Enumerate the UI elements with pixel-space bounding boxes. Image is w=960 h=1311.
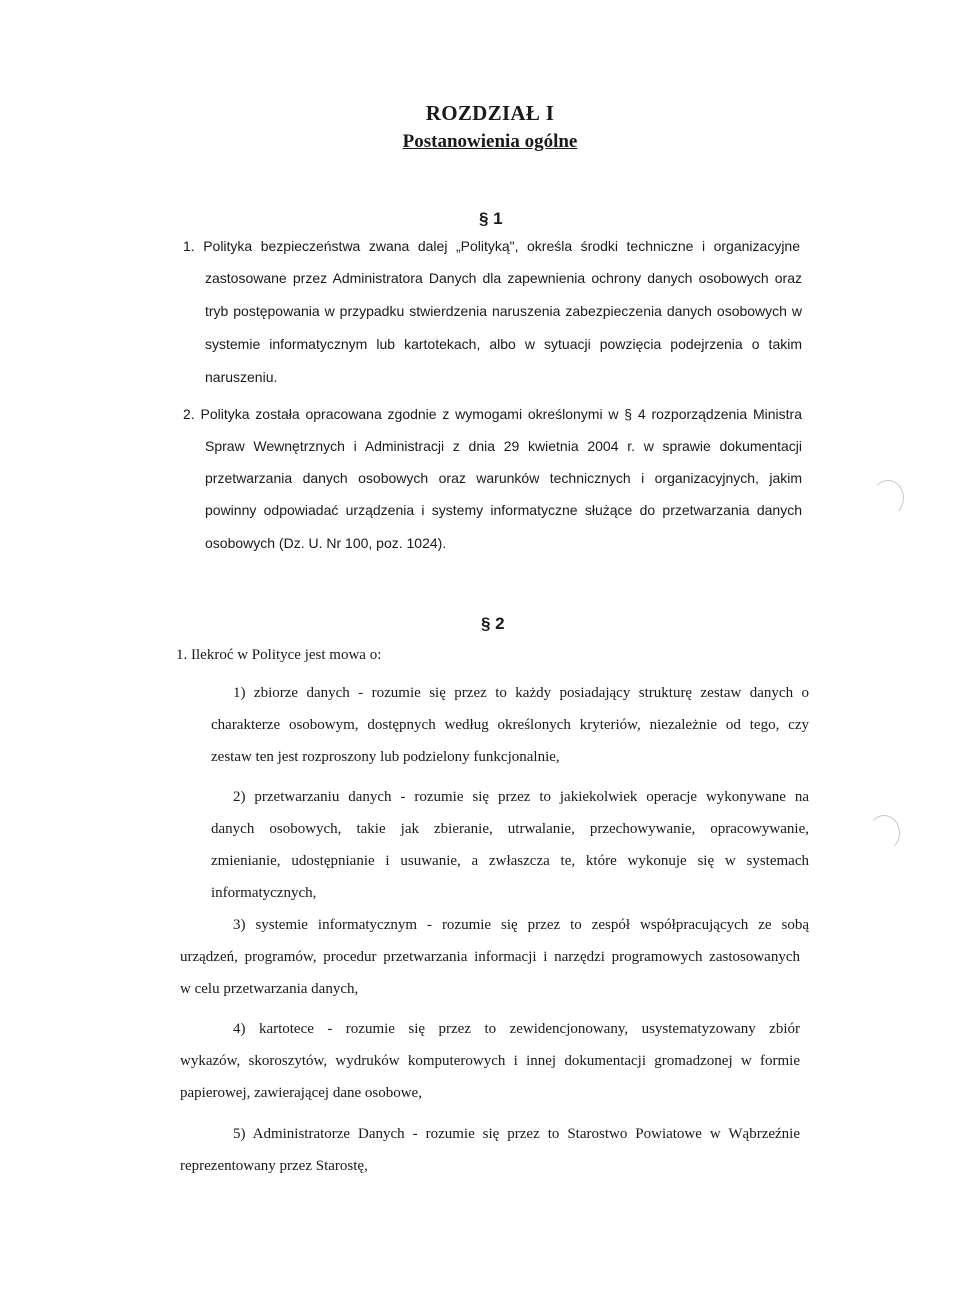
section-1-heading: § 1	[479, 209, 503, 228]
punch-hole-mark	[868, 815, 900, 851]
paragraph-1-line: naruszeniu.	[205, 369, 278, 385]
paragraph-2-line: 2. Polityka została opracowana zgodnie z wymogami określonymi w § 4 rozporządzenia Ministra	[183, 406, 802, 422]
definition-line: charakterze osobowym, dostępnych według określonych kryteriów, niezależnie od tego, czy	[211, 717, 809, 733]
paragraph-1-line: zastosowane przez Administratora Danych dla zapewnienia ochrony danych osobowych oraz	[205, 270, 802, 286]
definition-line: 5) Administratorze Danych - rozumie się przez to Starostwo Powiatowe w Wąbrzeźnie	[233, 1126, 800, 1142]
paragraph-1-line: systemie informatycznym lub kartotekach, albo w sytuacji powzięcia podejrzenia o takim	[205, 336, 802, 352]
punch-hole-mark	[872, 480, 904, 516]
paragraph-1-line: 1. Polityka bezpieczeństwa zwana dalej „Polityką", określa środki techniczne i organizacyjne	[183, 238, 800, 254]
definition-line: informatycznych,	[211, 885, 317, 901]
definition-line: 4) kartotece - rozumie się przez to zewidencjonowany, usystematyzowany zbiór	[233, 1021, 800, 1037]
chapter-subtitle: Postanowienia ogólne	[402, 131, 578, 152]
definition-line: 1) zbiorze danych - rozumie się przez to każdy posiadający strukturę zestaw danych o	[233, 685, 809, 701]
definition-line: urządzeń, programów, procedur przetwarzania informacji i narzędzi programowych zastosowanych	[180, 949, 800, 965]
definition-line: 2) przetwarzaniu danych - rozumie się przez to jakiekolwiek operacje wykonywane na	[233, 789, 809, 805]
definition-line: zmienianie, udostępnianie i usuwanie, a zwłaszcza te, które wykonuje się w systemach	[211, 853, 809, 869]
definitions-intro: 1. Ilekroć w Polityce jest mowa o:	[176, 647, 382, 663]
definition-line: zestaw ten jest rozproszony lub podzielony funkcjonalnie,	[211, 749, 560, 765]
definition-line: w celu przetwarzania danych,	[180, 981, 359, 997]
paragraph-2-line: Spraw Wewnętrznych i Administracji z dnia 29 kwietnia 2004 r. w sprawie dokumentacji	[205, 438, 802, 454]
chapter-title: ROZDZIAŁ I	[425, 101, 555, 125]
paragraph-1-line: tryb postępowania w przypadku stwierdzenia naruszenia zabezpieczenia danych osobowych w	[205, 303, 802, 319]
definition-line: wykazów, skoroszytów, wydruków komputerowych i innej dokumentacji gromadzonej w formie	[180, 1053, 800, 1069]
definition-line: reprezentowany przez Starostę,	[180, 1158, 368, 1174]
paragraph-2-line: osobowych (Dz. U. Nr 100, poz. 1024).	[205, 535, 447, 551]
definition-line: papierowej, zawierającej dane osobowe,	[180, 1085, 422, 1101]
paragraph-2-line: przetwarzania danych osobowych oraz warunków technicznych i organizacyjnych, jakim	[205, 470, 802, 486]
section-2-heading: § 2	[481, 614, 505, 633]
paragraph-2-line: powinny odpowiadać urządzenia i systemy informatyczne służące do przetwarzania danych	[205, 502, 802, 518]
definition-line: 3) systemie informatycznym - rozumie się przez to zespół współpracujących ze sobą	[233, 917, 809, 933]
definition-line: danych osobowych, takie jak zbieranie, utrwalanie, przechowywanie, opracowywanie,	[211, 821, 809, 837]
